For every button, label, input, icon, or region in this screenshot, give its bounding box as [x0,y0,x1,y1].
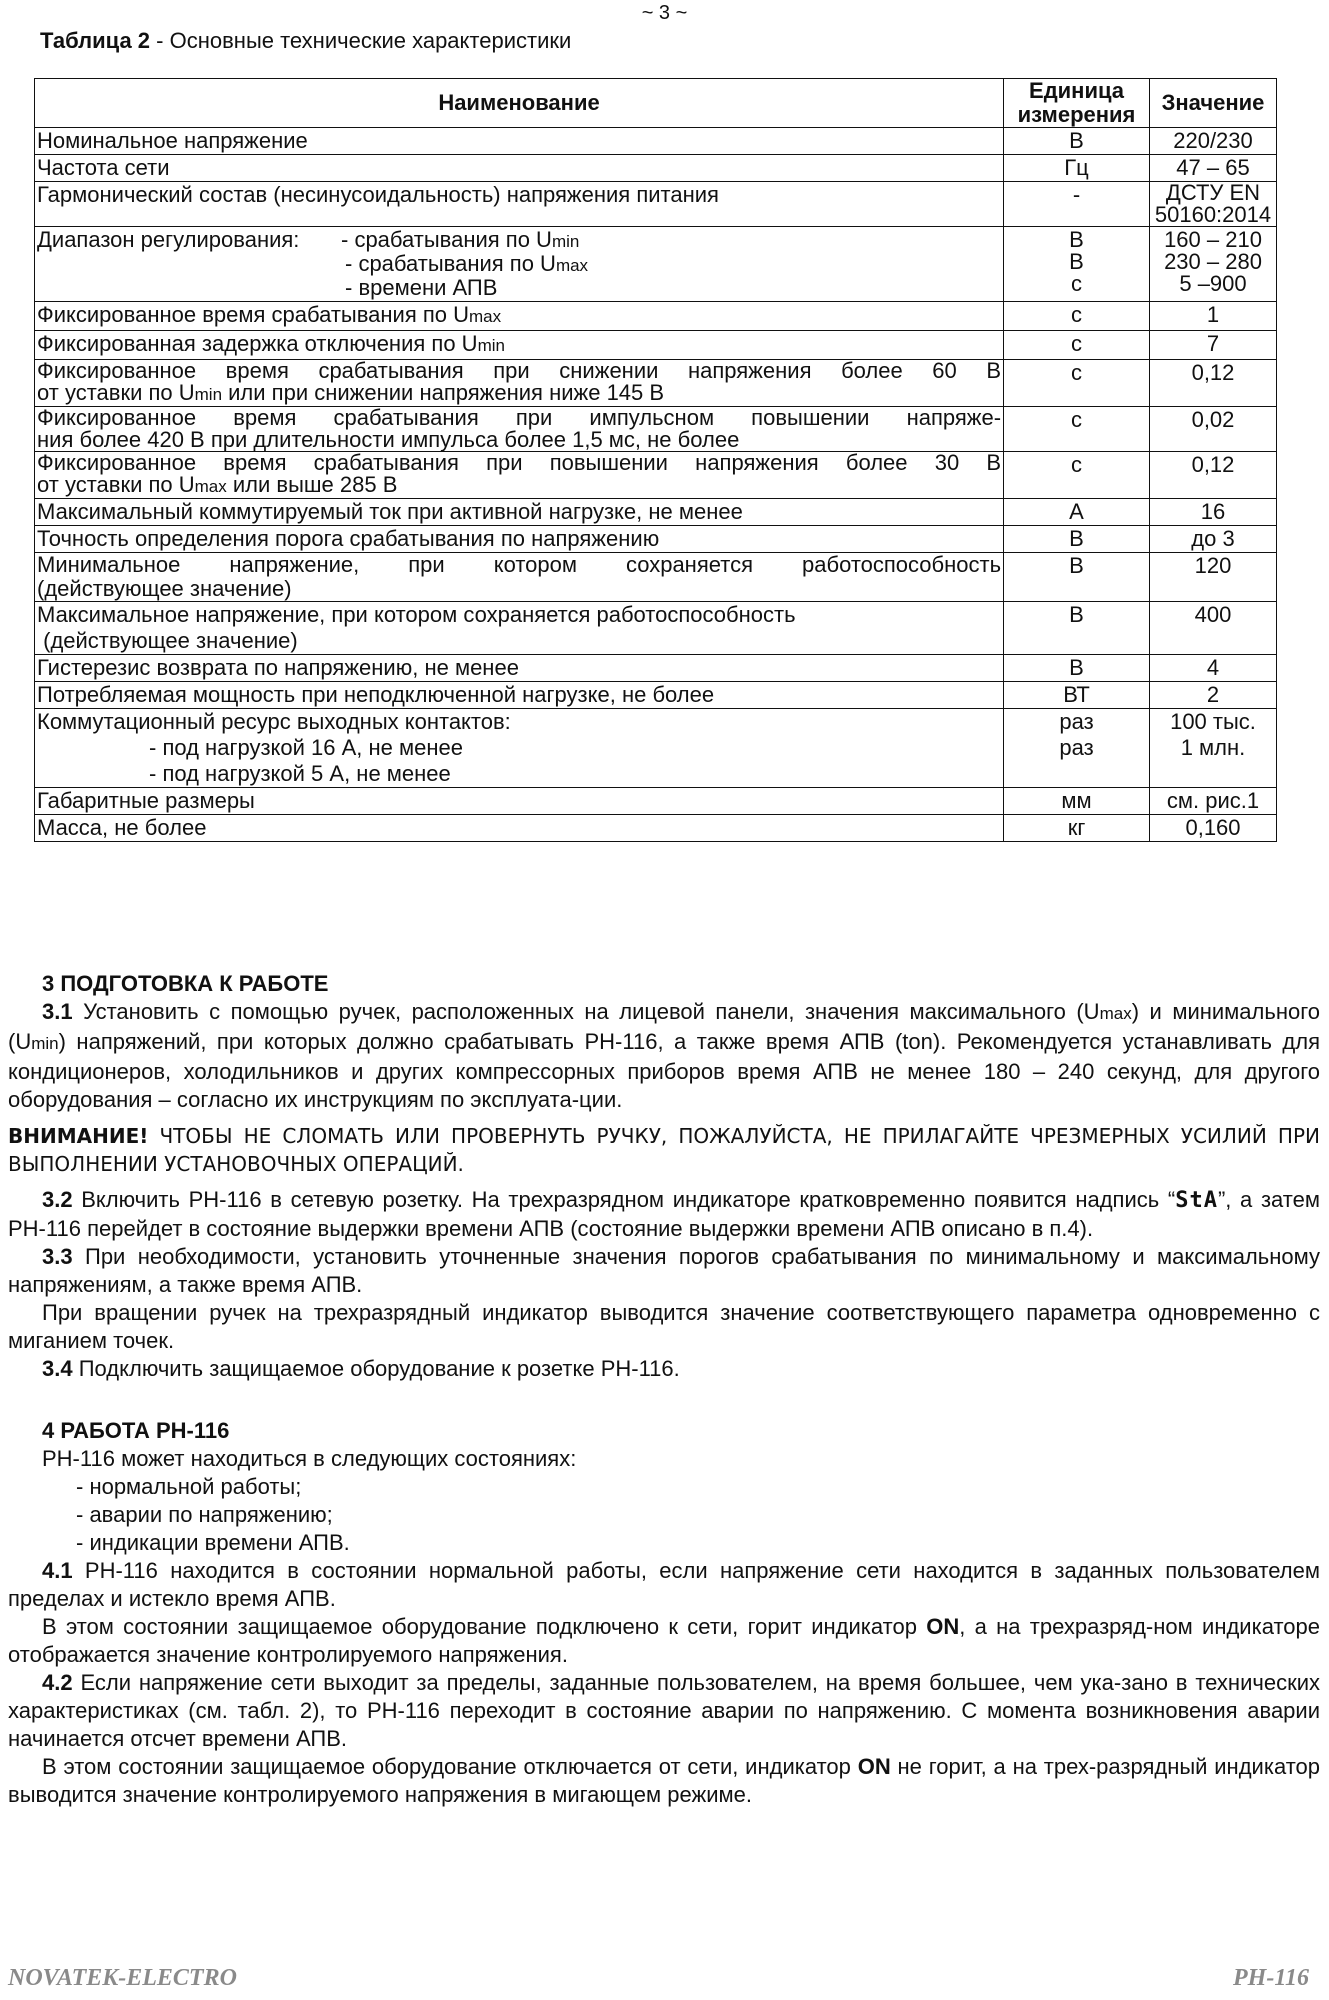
subscript: max [555,256,589,275]
table-row [35,709,1277,788]
row-value: 2 [1150,682,1277,709]
row-unit: В [1004,602,1150,655]
para-num: 4.1 [42,1558,73,1583]
row-name-line: Коммутационный ресурс выходных контактов: [37,709,511,734]
row-name [35,709,1004,788]
row-name: Номинальное напряжение [35,128,1004,155]
warning-text: ЧТОБЫ НЕ СЛОМАТЬ ИЛИ ПРОВЕРНУТЬ РУЧКУ, ПОЖАЛУЙСТА, НЕ ПРИЛАГАЙТЕ ЧРЕЗМЕРНЫХ УСИЛИЙ ПРИ ВЫПОЛНЕНИИ УСТАНОВОЧНЫХ ОПЕРАЦИЙ. [8,1124,1320,1176]
row-name-line: (действующее значение) [37,628,298,653]
table-row [35,499,1277,526]
row-unit: Гц [1004,155,1150,182]
range-item: - срабатывания по U [345,251,556,276]
row-value: 16 [1150,499,1277,526]
paragraph-3-1 [8,998,1320,1114]
row-name: Гистерезис возврата по напряжению, не менее [35,655,1004,682]
header-name: Наименование [35,79,1004,128]
row-name-text: Фиксированное время срабатывания по U [37,302,470,327]
section-4-intro: РН-116 может находиться в следующих состояниях: [42,1446,577,1471]
row-unit: с [1004,452,1150,499]
list-item: - индикации времени АПВ. [76,1530,350,1555]
row-unit: В [1004,553,1150,602]
on-indicator-label: ON [926,1614,960,1639]
row-name-line: Фиксированное время срабатывания при импульсном повышении напряже- [37,405,1002,430]
subscript: min [31,1034,59,1053]
para-text: РН-116 находится в состоянии нормальной работы, если напряжение сети находится в заданных пользователем пределах и истекло время АПВ. [8,1558,1320,1611]
row-value: 47 – 65 [1150,155,1277,182]
row-unit: с [1004,407,1150,452]
para-text: В этом состоянии защищаемое оборудование отключается от сети, индикатор [42,1754,858,1779]
row-unit [1004,709,1150,788]
para-num: 3.4 [42,1356,73,1381]
value-line: 50160:2014 [1154,202,1272,227]
row-value: 7 [1150,331,1277,360]
page-number: ~ 3 ~ [641,2,688,24]
table-row [35,682,1277,709]
row-name: Гармонический состав (несинусоидальность) напряжения питания [35,182,1004,227]
row-unit [1004,227,1150,302]
value-line: 1 млн. [1180,735,1246,760]
table-row [35,655,1277,682]
range-item: - срабатывания по U [341,227,552,252]
value-line: 5 –900 [1179,271,1247,296]
row-name-text: или выше 285 В [226,472,398,497]
row-name-line: ния более 420 В при длительности импульса более 1,5 мс, не более [37,427,740,452]
value-line: 100 тыс. [1170,709,1256,734]
row-name-text: или при снижении напряжения ниже 145 В [222,380,665,405]
header-unit: Единица измерения [1004,79,1150,128]
paragraph-3-3b: При вращении ручек на трехразрядный индикатор выводится значение соответствующего параметра одновременно с миганием точек. [8,1300,1320,1353]
row-value: 1 [1150,302,1277,331]
row-value: 4 [1150,655,1277,682]
footer-model: РН-116 [1233,1965,1309,1991]
list-item: - аварии по напряжению; [76,1502,333,1527]
row-value: 400 [1150,602,1277,655]
row-unit: с [1004,302,1150,331]
unit-line: с [1071,271,1083,296]
table-title: Основные технические характеристики [169,28,572,53]
row-unit: с [1004,331,1150,360]
value-line: 160 – 210 [1164,227,1262,252]
subscript: min [194,385,223,404]
para-text: ) напряжений, при которых должно срабатывать РН-116, а также время АПВ (ton). Рекомендуется устанавливать для кондиционеров, холодильников и других компрессорных приборов время АПВ не менее 180 – 240 секунд, для другого оборудования – согласно их инструкциям по эксплуата-ции. [8,1029,1320,1112]
para-text: В этом состоянии защищаемое оборудование подключено к сети, горит индикатор [42,1614,927,1639]
row-name-text: Фиксированная задержка отключения по U [37,331,478,356]
row-value: 0,160 [1150,815,1277,842]
warning-label: ВНИМАНИЕ! [8,1124,149,1148]
table-row [35,788,1277,815]
subscript: min [477,336,505,355]
row-unit: В [1004,526,1150,553]
para-text: Установить с помощью ручек, расположенных на лицевой панели, значения максимального (U [72,999,1100,1024]
row-name-text: от уставки по U [37,380,195,405]
range-item: - времени АПВ [345,275,498,300]
row-name [35,331,1004,360]
table-row [35,553,1277,602]
subscript: min [551,232,580,251]
list-item: - нормальной работы; [76,1474,302,1499]
table-row [35,815,1277,842]
subscript: max [194,477,227,496]
value-line: 230 – 280 [1164,249,1262,274]
unit-line: В [1069,249,1084,274]
row-unit: ВТ [1004,682,1150,709]
paragraph-4-2b [8,1753,1320,1809]
row-unit: кг [1004,815,1150,842]
para-num: 3.1 [42,999,73,1024]
spec-table [34,78,1277,842]
para-num: 3.2 [42,1187,73,1212]
table-row [35,331,1277,360]
para-text: При необходимости, установить уточненные значения порогов срабатывания по минимальному и максимальному напряжениям, а также время АПВ. [8,1244,1320,1297]
table-label: Таблица 2 [40,28,151,53]
row-unit: мм [1004,788,1150,815]
row-name: Максимальный коммутируемый ток при активной нагрузке, не менее [35,499,1004,526]
row-name-line: - под нагрузкой 16 А, не менее [149,735,464,760]
row-value: 0,12 [1150,360,1277,407]
row-name-line: Максимальное напряжение, при котором сохраняется работоспособность [37,602,796,627]
unit-line: раз [1059,709,1094,734]
row-name [35,360,1004,407]
lcd-text: StA [1175,1188,1218,1213]
row-name-line: (действующее значение) [37,576,292,601]
section-3-title: 3 ПОДГОТОВКА К РАБОТЕ [42,971,329,996]
paragraph-4-1 [8,1557,1320,1613]
paragraph-3-3 [8,1243,1320,1299]
row-name-line: Фиксированное время срабатывания при повышении напряжения более 30 В [37,450,1002,475]
row-name: Потребляемая мощность при неподключенной нагрузке, не более [35,682,1004,709]
row-unit: с [1004,360,1150,407]
para-text: , а на трехразряд-ном индикаторе отображается значение контролируемого напряжения. [8,1614,1320,1667]
row-name-line: - под нагрузкой 5 А, не менее [149,761,451,786]
table-row [35,526,1277,553]
table-caption [40,28,571,54]
row-name-line: Фиксированное время срабатывания при снижении напряжения более 60 В [37,358,1002,383]
row-name: Точность определения порога срабатывания по напряжению [35,526,1004,553]
table-row [35,452,1277,499]
subscript: max [469,307,502,326]
row-unit: - [1004,182,1150,227]
row-value [1150,227,1277,302]
row-name: Частота сети [35,155,1004,182]
table-row [35,602,1277,655]
table-row [35,360,1277,407]
row-value: 0,12 [1150,452,1277,499]
table-row [35,155,1277,182]
para-text: Включить РН-116 в сетевую розетку. На трехразрядном индикаторе кратковременно появится надпись “ [72,1187,1176,1212]
para-text: не горит, а на трех-разрядный индикатор выводится значение контролируемого напряжения в мигающем режиме. [8,1754,1320,1807]
para-num: 4.2 [42,1670,73,1695]
para-num: 3.3 [42,1244,73,1269]
paragraph-3-2 [8,1186,1320,1243]
unit-line: В [1069,227,1084,252]
row-name-text: от уставки по U [37,472,195,497]
row-name: Масса, не более [35,815,1004,842]
row-name [35,602,1004,655]
warning-notice [8,1122,1320,1178]
row-value: 0,02 [1150,407,1277,452]
body-text [8,970,1320,1809]
table-row [35,302,1277,331]
table-row [35,227,1277,302]
row-value [1150,182,1277,227]
row-name [35,227,1004,302]
table-header-row [35,79,1277,128]
subscript: max [1099,1004,1132,1023]
section-4-title: 4 РАБОТА РН-116 [42,1418,230,1443]
on-indicator-label: ON [857,1754,891,1779]
row-name [35,407,1004,452]
row-name: Габаритные размеры [35,788,1004,815]
row-value: до 3 [1150,526,1277,553]
footer-brand: NOVATEK-ELECTRO [8,1965,237,1991]
unit-line: раз [1059,735,1094,760]
caption-sep: - [150,28,170,53]
table-row [35,407,1277,452]
range-label: Диапазон регулирования: [37,227,300,252]
row-value: см. рис.1 [1150,788,1277,815]
header-value: Значение [1150,79,1277,128]
para-text: ) и минимального (U [8,999,1320,1054]
row-unit: В [1004,128,1150,155]
row-value: 220/230 [1150,128,1277,155]
paragraph-4-1b [8,1613,1320,1669]
row-name [35,553,1004,602]
row-name [35,452,1004,499]
row-unit: А [1004,499,1150,526]
row-unit: В [1004,655,1150,682]
row-name-line: Минимальное напряжение, при котором сохраняется работоспособность [37,552,1002,577]
para-text: ”, а затем РН-116 перейдет в состояние выдержки времени АПВ (состояние выдержки времени АПВ описано в п.4). [8,1187,1320,1241]
row-name [35,302,1004,331]
value-line: ДСТУ EN [1165,180,1261,205]
row-value: 120 [1150,553,1277,602]
table-row [35,182,1277,227]
row-value [1150,709,1277,788]
table-row [35,128,1277,155]
para-text: Подключить защищаемое оборудование к розетке РН-116. [72,1356,680,1381]
para-text: Если напряжение сети выходит за пределы, заданные пользователем, на время большее, чем ука-зано в технических характеристиках (см. табл. 2), то РН-116 переходит в состояние аварии по напряжению. С момента возникновения аварии начинается отсчет времени АПВ. [8,1670,1320,1751]
paragraph-3-4 [8,1355,1320,1383]
paragraph-4-2 [8,1669,1320,1753]
